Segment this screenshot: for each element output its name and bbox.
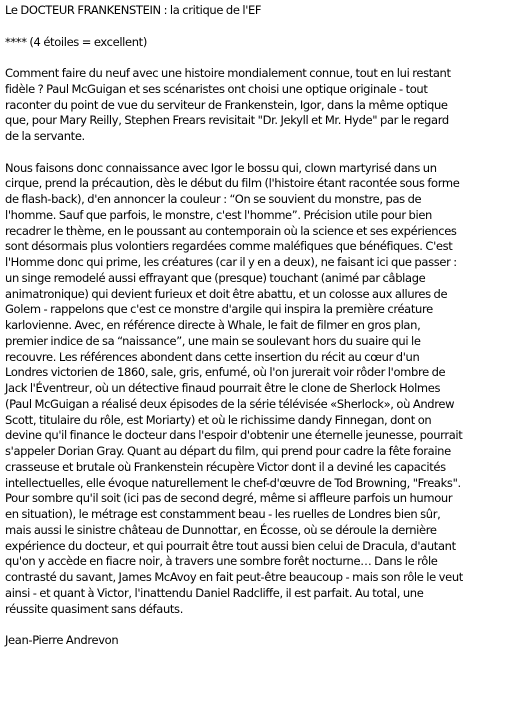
- spacer: [5, 19, 465, 35]
- document-title: Le DOCTEUR FRANKENSTEIN : la critique de l'EF: [5, 3, 262, 17]
- spacer: [5, 145, 465, 161]
- paragraph-intro: Comment faire du neuf avec une histoire mondialement connue, tout en lui restant fidèle ? Paul McGuigan et ses scénaristes ont choisi une optique originale - tout raconter du point de vue du serviteur de Frankenstein, Igor, dans la même optique que, pour Mary Reilly, Stephen Frears revisitait "Dr. Jekyll et Mr. Hyde" par le regard de la servante.: [5, 66, 451, 143]
- spacer: [5, 50, 465, 66]
- author-signature: Jean-Pierre Andrevon: [5, 633, 119, 647]
- document-body: [5, 3, 465, 649]
- spacer: [5, 617, 465, 633]
- paragraph-main: Nous faisons donc connaissance avec Igor le bossu qui, clown martyrisé dans un cirque, prend la précaution, dès le début du film (l'histoire étant racontée sous forme de flash-back), d'en annoncer la couleur : “On se souvient du monstre, pas de l'homme. Sauf que parfois, le monstre, c'est l'homme”. Précision utile pour bien recadrer le thème, en le poussant au contemporain où la science et ses expériences sont désormais plus volontiers regardées comme maléfiques que bénéfiques. C'est l'Homme donc qui prime, les créatures (car il y en a deux), ne faisant ici que passer : un singe remodelé aussi effrayant que (presque) touchant (animé par câblage animatronique) qui devient furieux et doit être abattu, et un colosse aux allures de Golem - rappelons que c'est ce monstre d'argile qui inspira la première créature karlovienne. Avec, en référence directe à Whale, le fait de filmer en gros plan, premier indice de sa “naissance”, une main se soulevant hors du suaire qui le recouvre. Les références abondent dans cette insertion du récit au cœur d'un Londres victorien de 1860, sale, gris, enfumé, où l'on jurerait voir rôder l'ombre de Jack l'Éventreur, où un détective finaud pourrait être le clone de Sherlock Holmes (Paul McGuigan a réalisé deux épisodes de la série télévisée «Sherlock», où Andrew Scott, titulaire du rôle, est Moriarty) et où le richissime dandy Finnegan, dont on devine qu'il finance le docteur dans l'espoir d'obtenir une éternelle jeunesse, pourrait s'appeler Dorian Gray. Quant au départ du film, qui prend pour cadre la fête foraine crasseuse et brutale où Frankenstein récupère Victor dont il a deviné les capacités intellectuelles, elle évoque naturellement le chef-d'œuvre de Tod Browning, "Freaks". Pour sombre qu'il soit (ici pas de second degré, même si affleure parfois un humour en situation), le métrage est constamment beau - les ruelles de Londres bien sûr, mais aussi le sinistre château de Dunnottar, en Écosse, où se déroule la dernière expérience du docteur, et qui pourrait être tout aussi bien celui de Dracula, d'autant qu'on y accède en fiacre noir, à travers une sombre forêt nocturne… Dans le rôle contrasté du savant, James McAvoy en fait peut-être beaucoup - mais son rôle le veut ainsi - et quant à Victor, l'inattendu Daniel Radcliffe, il est parfait. Au total, une réussite quasiment sans défauts.: [5, 160, 463, 616]
- rating-line: **** (4 étoiles = excellent): [5, 34, 147, 49]
